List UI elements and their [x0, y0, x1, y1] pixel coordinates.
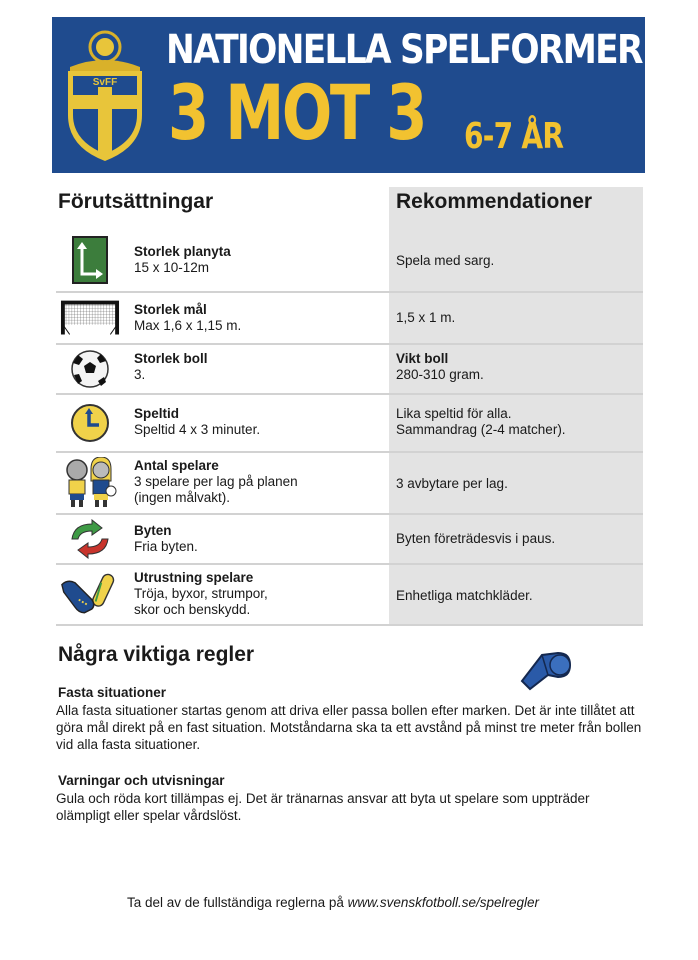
table-row: [56, 565, 643, 626]
row-recommendation: Byten företrädesvis i paus.: [396, 531, 556, 546]
table-row: [56, 395, 643, 453]
footer-text: Ta del av de fullständiga reglerna på: [127, 895, 348, 910]
field-icon: [60, 233, 120, 287]
rule-section-title: Varningar och utvisningar: [58, 773, 225, 788]
row-recommendation: Lika speltid för alla.: [396, 406, 512, 421]
row-recommendation-title: Vikt boll: [396, 351, 449, 366]
table-row: [56, 229, 643, 293]
svff-crest-logo: [64, 27, 146, 163]
goal-icon: [60, 297, 120, 339]
row-recommendation: Enhetliga matchkläder.: [396, 588, 533, 603]
rules-heading: Några viktiga regler: [58, 643, 255, 666]
clock-icon: [60, 400, 120, 446]
table-row: [56, 293, 643, 345]
prerequisites-header: Förutsättningar: [58, 190, 214, 213]
rule-section-body: Gula och röda kort tillämpas ej. Det är tränarnas ansvar att byta ut spelare som uppträder olämpligt eller spelar vårdslöst.: [56, 791, 590, 823]
svg-text:SvFF: SvFF: [92, 77, 118, 88]
rules-link[interactable]: www.svenskfotboll.se/spelregler: [347, 895, 539, 910]
row-recommendation: 3 avbytare per lag.: [396, 476, 508, 491]
row-label: Storlek boll: [134, 351, 208, 366]
row-detail: 3 spelare per lag på planen: [134, 474, 298, 489]
header-banner: [52, 17, 645, 173]
rule-section-body: Alla fasta situationer startas genom att driva eller passa bollen efter marken. Det är inte tillåtet att göra mål direkt på en fast situation. Motståndarna ska ta ett avstånd på minst tre meter från bollen vid alla fasta situationer.: [56, 703, 642, 752]
row-label: Antal spelare: [134, 458, 219, 473]
recommendations-header: Rekommendationer: [396, 190, 593, 213]
game-format: 3 MOT 3: [168, 68, 426, 157]
age-group: 6-7 ÅR: [464, 116, 564, 157]
row-detail: Speltid 4 x 3 minuter.: [134, 422, 261, 437]
page-title: NATIONELLA SPELFORMER: [166, 27, 642, 73]
row-label: Speltid: [134, 406, 180, 421]
table-row: [56, 345, 643, 395]
rule-section-title: Fasta situationer: [58, 685, 167, 700]
row-detail-line2: skor och benskydd.: [134, 602, 251, 617]
row-detail-line2: (ingen målvakt).: [134, 490, 231, 505]
row-recommendation: 1,5 x 1 m.: [396, 310, 456, 325]
row-label: Byten: [134, 523, 172, 538]
row-detail: Max 1,6 x 1,15 m.: [134, 318, 242, 333]
row-label: Storlek mål: [134, 302, 207, 317]
row-recommendation: 280-310 gram.: [396, 367, 484, 382]
equipment-icon: [60, 568, 120, 620]
players-icon: [60, 457, 120, 509]
substitution-icon: [60, 518, 120, 560]
footer-note: [127, 895, 539, 910]
whistle-icon: [518, 645, 576, 691]
row-detail: Fria byten.: [134, 539, 198, 554]
row-recommendation: Spela med sarg.: [396, 253, 495, 268]
row-detail: 15 x 10-12m: [134, 260, 210, 275]
table-row: [56, 515, 643, 565]
ball-icon: [60, 348, 120, 390]
row-detail: Tröja, byxor, strumpor,: [134, 586, 268, 601]
table-row: [56, 453, 643, 515]
row-label: Utrustning spelare: [134, 570, 254, 585]
row-label: Storlek planyta: [134, 244, 231, 259]
row-detail: 3.: [134, 367, 146, 382]
row-recommendation-line2: Sammandrag (2-4 matcher).: [396, 422, 566, 437]
